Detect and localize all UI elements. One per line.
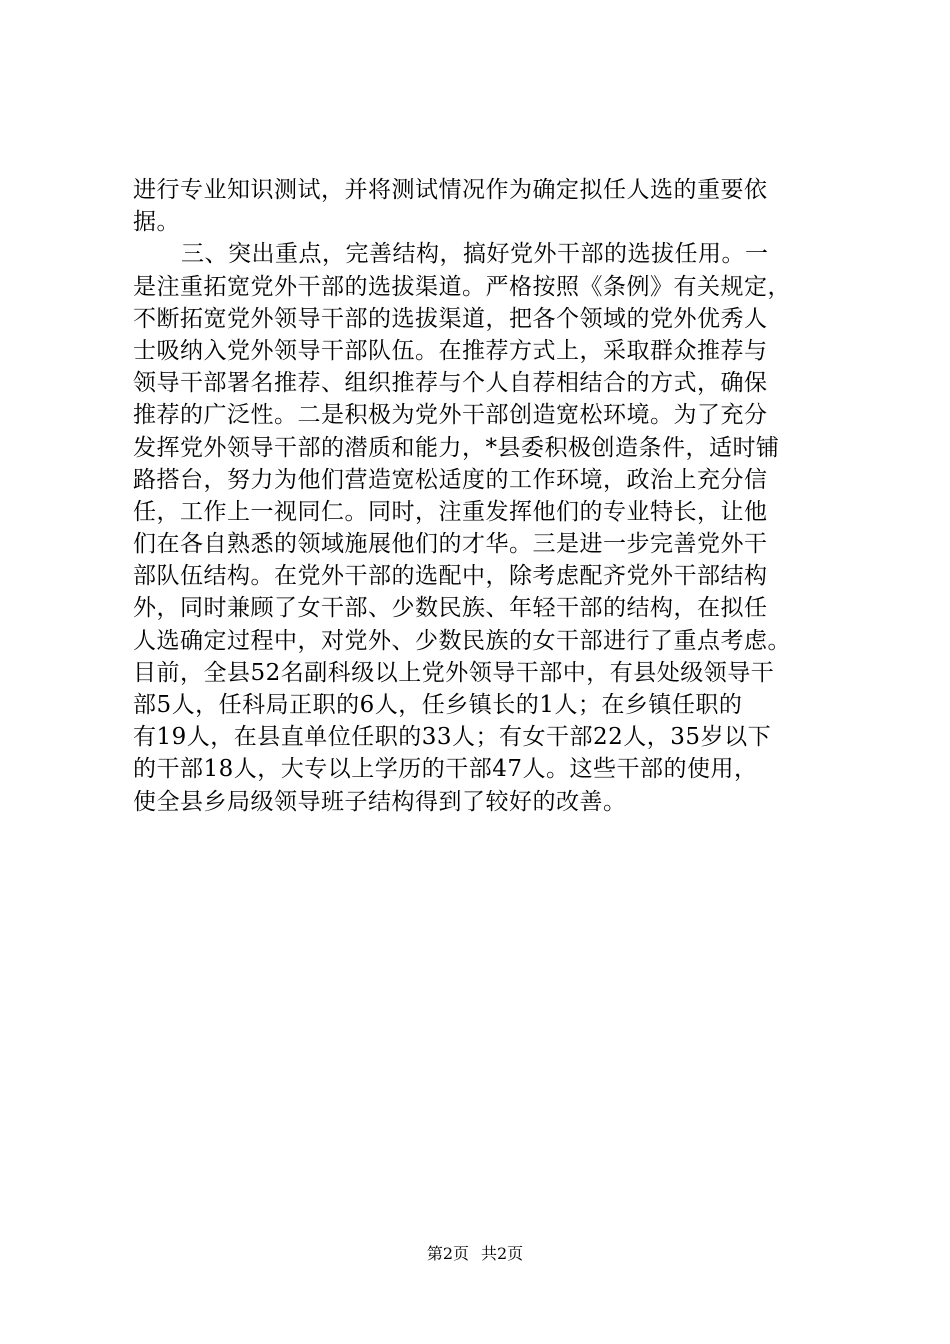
text-line: 目前，全县52名副科级以上党外领导干部中，有县处级领导干 (133, 659, 775, 686)
text-line: 不断拓宽党外领导干部的选拔渠道，把各个领域的党外优秀人 (133, 305, 768, 332)
document-body (133, 174, 838, 818)
page-footer (0, 1244, 950, 1264)
text-line: 的干部18人，大专以上学历的干部47人。这些干部的使用， (133, 756, 758, 783)
text-line: 据。 (133, 209, 180, 236)
text-line: 部队伍结构。在党外干部的选配中，除考虑配齐党外干部结构 (133, 563, 768, 590)
text-line: 发挥党外领导干部的潜质和能力，*县委积极创造条件，适时铺 (133, 434, 780, 461)
text-line: 领导干部署名推荐、组织推荐与个人自荐相结合的方式，确保 (133, 370, 768, 397)
text-line: 外，同时兼顾了女干部、少数民族、年轻干部的结构，在拟任 (133, 595, 768, 622)
text-line: 任，工作上一视同仁。同时，注重发挥他们的专业特长，让他 (133, 498, 768, 525)
paragraph-start-line: 三、突出重点，完善结构，搞好党外干部的选拔任用。一 (181, 241, 769, 268)
text-line: 们在各自熟悉的领域施展他们的才华。三是进一步完善党外干 (133, 531, 768, 558)
text-line: 部5人，任科局正职的6人，任乡镇长的1人；在乡镇任职的 (133, 692, 743, 718)
text-line: 是注重拓宽党外干部的选拔渠道。严格按照《条例》有关规定， (133, 273, 791, 300)
text-line: 士吸纳入党外领导干部队伍。在推荐方式上，采取群众推荐与 (133, 337, 768, 364)
text-line: 有19人，在县直单位任职的33人；有女干部22人，35岁以下 (133, 724, 772, 751)
page-number: 第2页 (426, 1244, 469, 1263)
page-total: 共2页 (481, 1244, 524, 1263)
text-line: 进行专业知识测试，并将测试情况作为确定拟任人选的重要依 (133, 177, 768, 203)
text-line: 推荐的广泛性。二是积极为党外干部创造宽松环境。为了充分 (133, 402, 768, 429)
text-line: 人选确定过程中，对党外、少数民族的女干部进行了重点考虑。 (133, 627, 791, 654)
text-line: 路搭台，努力为他们营造宽松适度的工作环境，政治上充分信 (133, 466, 768, 493)
text-line: 使全县乡局级领导班子结构得到了较好的改善。 (133, 788, 627, 815)
